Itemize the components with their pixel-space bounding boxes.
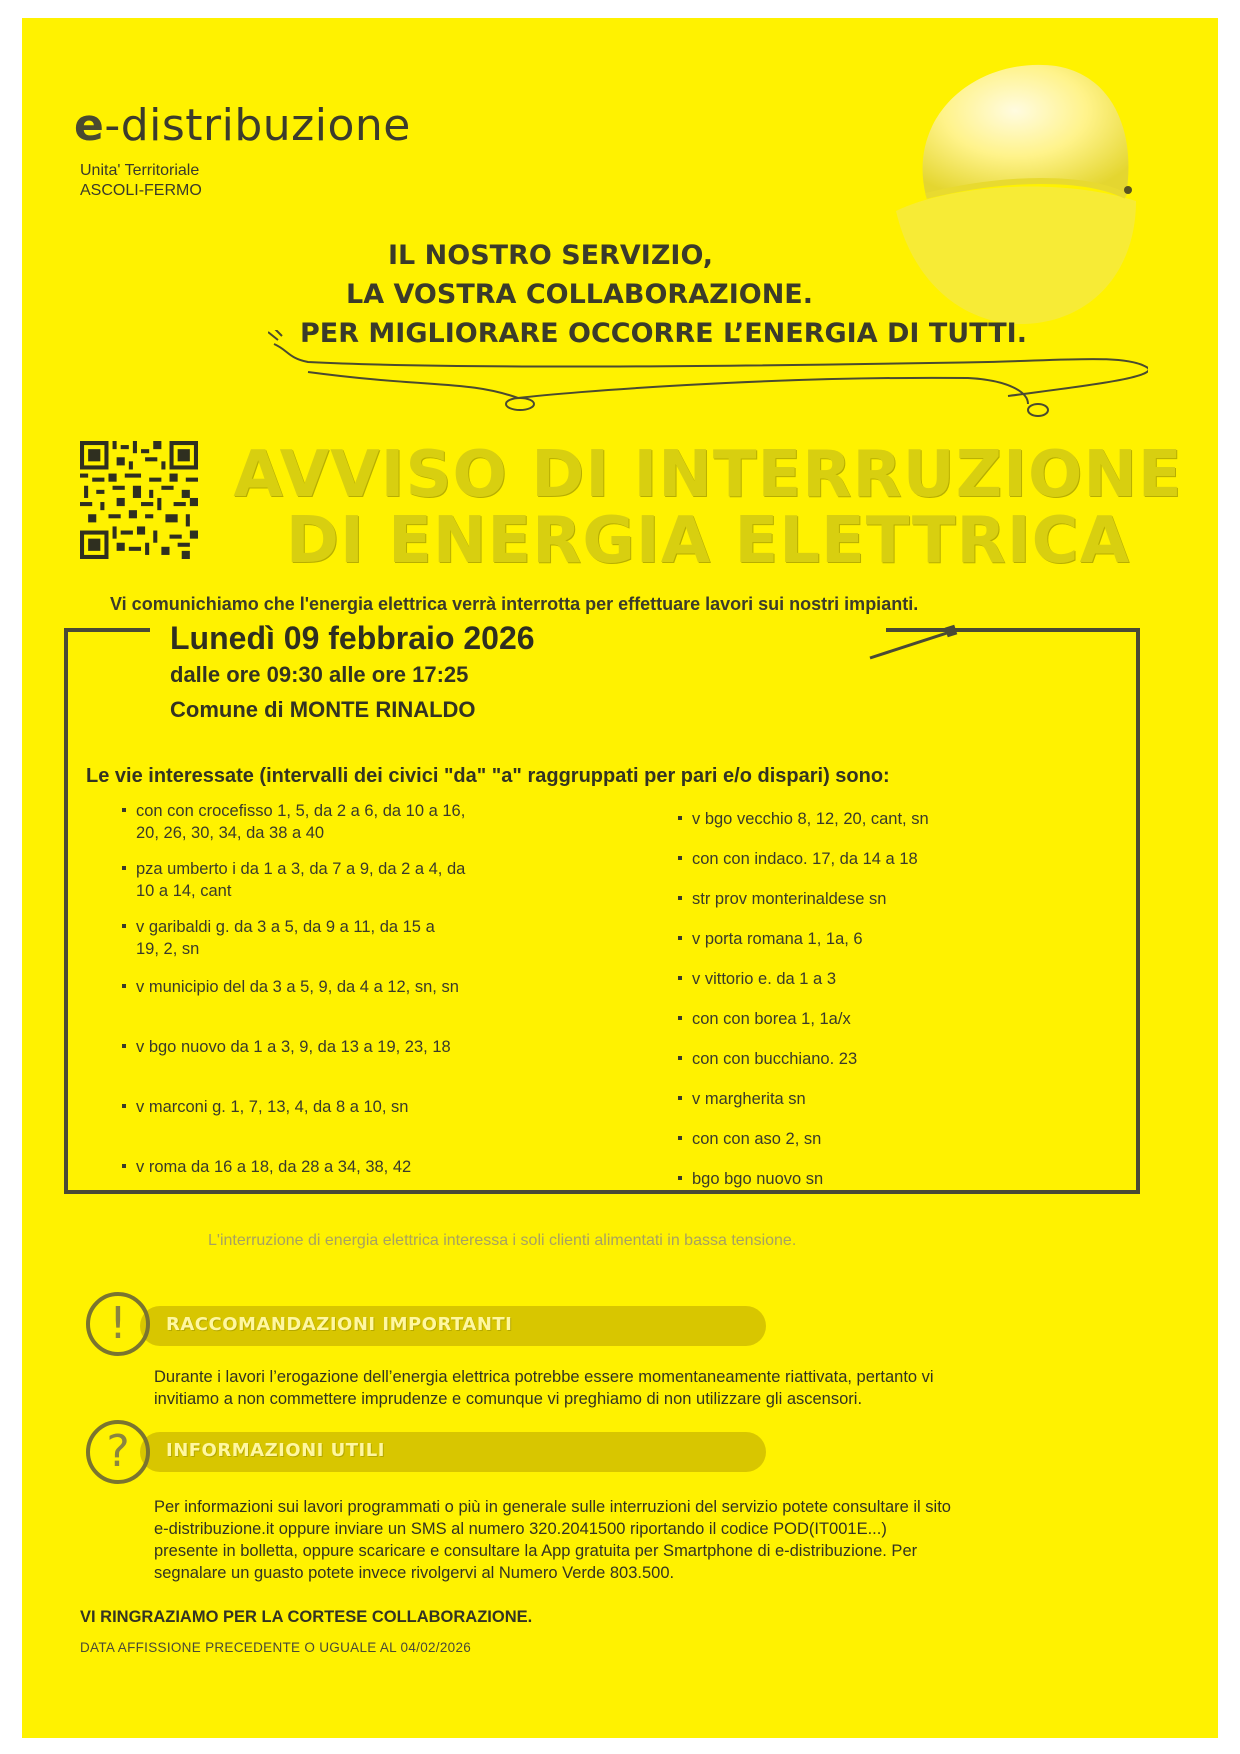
recommendations-text: Durante i lavori l’erogazione dell’energia elettrica potrebbe essere momentaneamente riattivata, pertanto vi invitiamo a non commettere imprudenze e comunque vi preghiamo di non utilizzare gli ascensori.: [154, 1368, 934, 1408]
box-top-border-left: [64, 628, 150, 632]
list-item: con con indaco. 17, da 14 a 18: [676, 848, 1096, 870]
pencil-icon: [866, 624, 966, 664]
slogan-line-2: LA VOSTRA COLLABORAZIONE.: [346, 279, 813, 310]
notice-title-line-1: AVVISO DI INTERRUZIONE: [233, 438, 1183, 512]
posting-date: DATA AFFISSIONE PRECEDENTE O UGUALE AL 04/02/2026: [80, 1640, 472, 1655]
recommendations-label: RACCOMANDAZIONI IMPORTANTI: [166, 1314, 513, 1335]
intro-text: Vi comunichiamo che l'energia elettrica verrà interrotta per effettuare lavori sui nostri impianti.: [110, 594, 919, 614]
slogan-line-3: PER MIGLIORARE OCCORRE L’ENERGIA DI TUTTI.: [300, 318, 1027, 349]
plug-cable-illustration: [268, 330, 1148, 440]
qr-code: [80, 440, 198, 560]
list-item: v margherita sn: [676, 1088, 1096, 1110]
recommendations-band: [140, 1306, 766, 1346]
logo-e-mark: e: [74, 100, 105, 151]
outage-comune: Comune di MONTE RINALDO: [170, 697, 476, 722]
outage-date: Lunedì 09 febbraio 2026: [170, 620, 535, 656]
list-item: str prov monterinaldese sn: [676, 888, 1096, 910]
notice-title: [218, 438, 1198, 578]
question-mark-icon: ?: [86, 1420, 150, 1484]
thanks-text: VI RINGRAZIAMO PER LA CORTESE COLLABORAZIONE.: [80, 1608, 533, 1626]
list-item: v bgo nuovo da 1 a 3, 9, da 13 a 19, 23, 18: [120, 1036, 540, 1058]
logo-text: -distribuzione: [104, 100, 411, 151]
list-item: v garibaldi g. da 3 a 5, da 9 a 11, da 15 a 19, 2, sn: [120, 916, 540, 960]
list-item: con con borea 1, 1a/x: [676, 1008, 1096, 1030]
territorial-unit-label: Unita' Territoriale: [80, 162, 200, 179]
list-item: con con crocefisso 1, 5, da 2 a 6, da 10 a 16, 20, 26, 30, 34, da 38 a 40: [120, 800, 540, 844]
list-item: con con aso 2, sn: [676, 1128, 1096, 1150]
list-item: pza umberto i da 1 a 3, da 7 a 9, da 2 a 4, da 10 a 14, cant: [120, 858, 540, 902]
list-item: v porta romana 1, 1a, 6: [676, 928, 1096, 950]
territorial-unit-name: ASCOLI-FERMO: [80, 182, 202, 199]
slogan-line-1: IL NOSTRO SERVIZIO,: [388, 240, 714, 271]
list-item: v municipio del da 3 a 5, 9, da 4 a 12, sn, sn: [120, 976, 540, 998]
info-label: INFORMAZIONI UTILI: [166, 1440, 385, 1461]
exclamation-icon: !: [86, 1292, 150, 1356]
outage-hours: dalle ore 09:30 alle ore 17:25: [170, 662, 469, 687]
low-voltage-note: L'interruzione di energia elettrica interessa i soli clienti alimentati in bassa tensione.: [208, 1232, 797, 1249]
streets-heading: Le vie interessate (intervalli dei civici "da" "a" raggruppati per pari e/o dispari) sono:: [86, 765, 890, 787]
list-item: v bgo vecchio 8, 12, 20, cant, sn: [676, 808, 1096, 830]
notice-title-line-2: DI ENERGIA ELETTRICA: [285, 504, 1131, 578]
info-band: [140, 1432, 766, 1472]
e-distribuzione-logo: [74, 100, 411, 151]
list-item: v vittorio e. da 1 a 3: [676, 968, 1096, 990]
list-item: con con bucchiano. 23: [676, 1048, 1096, 1070]
list-item: v roma da 16 a 18, da 28 a 34, 38, 42: [120, 1156, 540, 1178]
info-text: Per informazioni sui lavori programmati o più in generale sulle interruzioni del servizio potete consultare il sito e-distribuzione.it oppure inviare un SMS al numero 320.2041500 riportando il codice POD(IT001E...) presente in bolletta, oppure scaricare e consultare la App gratuita per Smartphone di e-distribuzione. Per segnalare un guasto potete invece rivolgervi al Numero Verde 803.500.: [154, 1498, 951, 1582]
list-item: v marconi g. 1, 7, 13, 4, da 8 a 10, sn: [120, 1096, 540, 1118]
list-item: bgo bgo nuovo sn: [676, 1168, 1096, 1190]
